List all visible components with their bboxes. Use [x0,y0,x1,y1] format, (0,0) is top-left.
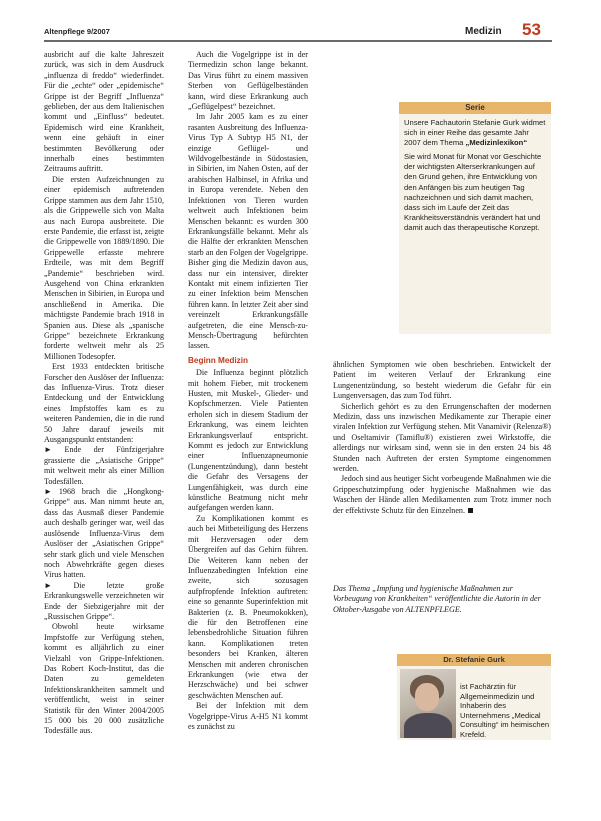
serie-text [404,118,546,233]
page-header [0,0,601,42]
paragraph: Sicherlich gehört es zu den Errungenschaften der modernen Medizin, dass uns inzwischen Medikamente zur Therapie einer viralen Infektion zur Verfügung stehen. Mit Vanamivir (Relenza®) und Oseltamivir (Tamiflu®) existieren zwei Wirkstoffe, die allerdings nur wirksam sind, wenn sie in den ersten 24 bis 48 Stunden nach Auftreten der ersten Symptome eingenommen werden. [333,401,551,474]
section-title: Medizin [465,26,502,37]
author-photo [400,669,456,738]
article-column-2 [188,50,308,790]
paragraph: ausbricht auf die kalte Jahreszeit zurück, was sich in dem Ausdruck „influenza di freddo“ wiederfindet. Für die „echte“ oder „epidemische“ Grippe ist der Begriff „Influenza“ geblieben, der aus dem Italienischen kommt und „Einfluss“ bedeutet. Epidemisch wird eine Krankheit, wenn eine gehäuft in einer bestimmten Bevölkerung oder innerhalb eines bestimmten Zeitraums auftritt. [44,50,164,174]
subheading: Beginn Medizin [188,355,249,365]
end-mark-icon [468,508,473,513]
paragraph: Die Influenza beginnt plötzlich mit hohem Fieber, mit trockenem Husten, mit Muskel-, Glieder- und Kopfschmerzen. Viele Patienten erholen sich in diesem Stadium der Erkrankung, was einem leichten Erkrankungsverlauf entspricht. Kommt es jedoch zur Entwicklung einer Influenzapneumonie (Lungenentzündung), dann besteht die Gefahr des Versagens der Lungenfähigkeit, was durch eine künstliche Beatmung nicht mehr aufgefangen werden kann. [188,368,308,513]
bullet-item: ► Die letzte große Erkrankungswelle verzeichneten wir Ende der Siebzigerjahre mit der „Russischen Grippe“. [44,580,164,621]
paragraph: Im Jahr 2005 kam es zu einer rasanten Ausbreitung des Influenza-Virus Typ A Subtyp H5 N1, der einzige Geflügel- und Wildvogelbestände in Südostasien, in Sibirien, im Nahen Osten, auf der arabischen Halbinsel, in Afrika und in Europa verendete. Neben den Infektionen von Tieren wurden weltweit auch Infektionen beim Menschen bekannt: es wurden 300 Erkrankungsfälle bekannt. Mehr als die Hälfte der erkrankten Menschen starb an den Folgen der Vogelgrippe. Bisher ging die Medizin davon aus, dass nur ein intensiver, direkter Kontakt mit einem infizierten Tier zu einer Infektion beim Menschen führen kann. In letzter Zeit aber sind vereinzelt Erkrankungsfälle aufgetreten, die eine Mensch-zu-Mensch-Übertragung befürchten lassen. [188,112,308,351]
paragraph: Die ersten Aufzeichnungen zu einer epidemisch auftretenden Grippe stammen aus dem Jahr 1510, als die Grippewelle sich von Malta aus nach Europa ausbreitete. Die erste Pandemie, die erfasst ist, zeigte die Grippewelle von 1889/1890. Die Grippewelle erfasste mehrere Erdteile, was mit dem Begriff „Pandemie“ beschrieben wird. Ausgehend von China erkrankten Menschen in Sibirien, in Europa und anschließend in Amerika. Die mächtigste Pandemie brach 1918 in Spanien aus. Diese als „spanische Grippe“ bezeichnete Erkrankung forderte weltweit mehr als 25 Millionen Todesopfer. [44,174,164,361]
article-column-3 [333,360,551,575]
author-bio: ist Fachärztin für Allgemeinmedizin und Inhaberin des Unternehmens „Medical Consulting“ im heimischen Krefeld. [460,682,550,739]
photo-body [404,713,452,738]
paragraph: Erst 1933 entdeckten britische Forscher den Auslöser der Influenza: das Influenza-Virus. Trotz dieser Entdeckung und der Entwicklung eines Impfstoffes kam es zu weiteren Pandemien, die in die rund 50 Jahre darauf jeweils mit Ausgangspunkt entstanden: [44,362,164,445]
paragraph: ähnlichen Symptomen wie oben beschrieben. Entwickelt der Patient im weiteren Verlauf der Erkrankung eine Lungenentzündung, so besteht wiederum die Gefahr für ein Lungenversagen, das zum Tod führt. [333,360,551,401]
bullet-item: ► Ende der Fünfzigerjahre grassierte die „Asiatische Grippe“ mit weltweit mehr als einer Million Todesfällen. [44,445,164,486]
article-column-1 [44,50,164,790]
issue-label: Altenpflege 9/2007 [44,27,110,36]
paragraph: Bei der Infektion mit dem Vogelgrippe-Virus A-H5 N1 kommt es zunächst zu [188,701,308,731]
bullet-item: ► 1968 brach die „Hongkong-Grippe“ aus. Man nimmt heute an, dass das Ausmaß dieser Pandemie auch deshalb geringer war, weil das auslösende Influenza-Virus dem Auslöser der „Asiatischen Grippe“ sehr stark glich und viele Menschen noch Abwehrkräfte gegen dieses Virus hatten. [44,487,164,580]
paragraph: Jedoch sind aus heutiger Sicht vorbeugende Maßnahmen wie die Grippeschutzimpfung oder hygienische Maßnahmen wie das Waschen der Hände allen Medikamenten zum Trotz immer noch der effektivste Schutz für den Einzelnen. [333,474,551,515]
page-number: 53 [522,20,541,39]
serie-title: „Medizinlexikon“ [465,138,528,148]
paragraph: Zu Komplikationen kommt es auch bei Mitbeteiligung des Herzens mit Herzversagen oder dem Übergreifen auf das Gehirn führen. Die Weiteren kann neben der Influenzabedingten Infektion eine zweite, sich sozusagen aufpfropfende Infektion auftreten: eine so genannte Superinfektion mit Bakterien (z. B. Pneumokokken), die für den Betroffenen eine lebensbedrohliche Situation führen kann. Komplikationen treten besonders bei Kranken, älteren Menschen mit anderen chronischen Erkrankungen (wie etwa der Herzschwäche) und bei schwer geschwächten Menschen auf. [188,513,308,700]
serie-intro: Unsere Fachautorin Stefanie Gurk widmet sich in einer Reihe das gesamte Jahr 2007 dem Thema [404,118,546,148]
photo-face [415,683,439,711]
paragraph-with-endmark [333,474,551,516]
author-heading: Dr. Stefanie Gurk [397,654,551,666]
header-rule [44,40,552,42]
endnote: Das Thema „Impfung und hygienische Maßnahmen zur Vorbeugung von Krankheiten“ veröffentlichte die Autorin in der Oktober-Ausgabe von ALTENPFLEGE. [333,584,541,614]
serie-body: Sie wird Monat für Monat vor Geschichte der wichtigsten Alterserkrankungen auf den Grund gehen, ihre Entwicklung von den Anfängen bis zum heutigen Tag nachzeichnen und sich damit machen, dass sich im Laufe der Zeit das Krankheitsverständnis verändert hat und damit auch das therapeutische Konzept. [404,152,542,232]
serie-heading: Serie [399,102,551,114]
paragraph: Obwohl heute wirksame Impfstoffe zur Verfügung stehen, kommt es alljährlich zu einer Vielzahl von Grippe-Infektionen. Das Robert Koch-Institut, das die Daten zu gemeldeten Infektionskrankheiten sammelt und veröffentlicht, weist in seiner Statistik für den Winter 2004/2005 15 000 bis 20 000 zusätzliche Todesfälle aus. [44,622,164,736]
paragraph: Auch die Vogelgrippe ist in der Tiermedizin schon lange bekannt. Das Virus führt zu einem massiven Sterben von Geflügelbeständen kann, wird diese Erkrankung auch „Geflügelpest“ bezeichnet. [188,50,308,112]
